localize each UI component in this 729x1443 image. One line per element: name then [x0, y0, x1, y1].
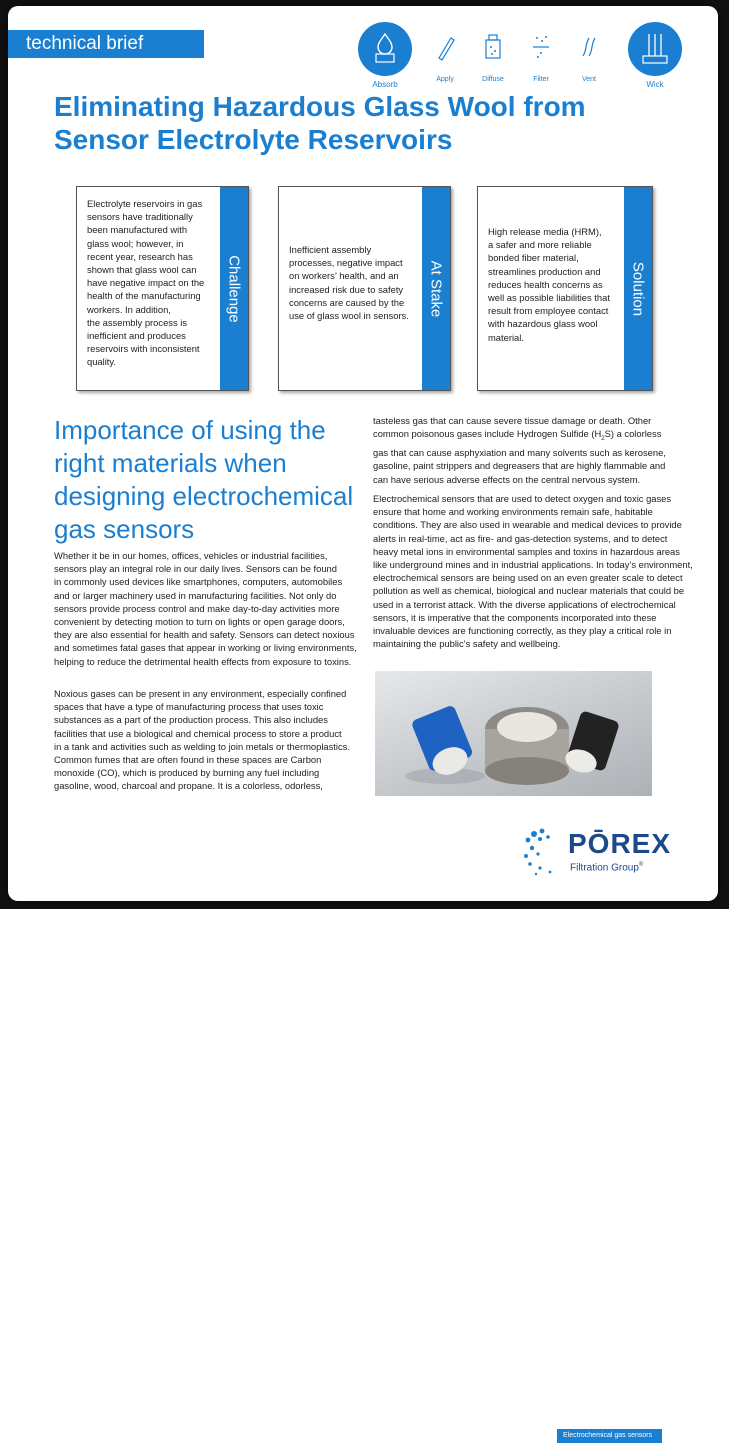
solution-label: Solution [629, 261, 647, 316]
page-title [54, 90, 654, 156]
diffuse-icon [478, 32, 508, 62]
porex-dots-icon [520, 824, 570, 880]
vent-icon [574, 32, 604, 62]
challenge-text: Electrolyte reservoirs in gas sensors have traditionally been manufactured with glass wool; however, in recent year, research has shown that glass wool can have negative impact on the health of the manufacturing workers. In addition, the assembly process is inefficient and produces reservoirs with inconsistent quality. [87, 198, 205, 368]
right-paragraph-2: Electrochemical sensors that are used to detect oxygen and toxic gases ensure that home and working environments remain safe, habitable conditions. They are also used in wearable and medical devices to provide alerts in real-time, act as fire- and gas-detection systems, and to detect heavy metal ions in environmental samples and toxins in hazardous areas like underground mines and in industrial applications. In today’s environment, electrochemical sensors are being used on an even greater scale to detect pollution as well as chemical, biological and nuclear materials that could be used in a terrorist attack. With the diverse applications of electrochemical sensors, it is imperative that the components incorporated into these invaluable devices are functioning correctly, as they play a critical role in maintaining the public’s safety and wellbeing. [373, 493, 693, 650]
left-paragraph-2: Noxious gases can be present in any environment, especially confined spaces that have a type of manufacturing process that uses toxic substances as a part of the production process. This also includes facilities that use a biological and chemical process to store a product in a tank and activities such as welding to join metals or thermoplastics. Common fumes that are often found in these spaces are Carbon monoxide (CO), which is produced by burning any fuel including gasoline, wood, charcoal and propane. It is a colorless, odorless, [54, 688, 350, 792]
wick-icon [628, 22, 682, 76]
challenge-box [76, 186, 249, 391]
at-stake-band [422, 187, 450, 390]
absorb-icon [358, 22, 412, 76]
solution-box [477, 186, 653, 391]
title-line-1: Eliminating Hazardous Glass Wool from [54, 91, 586, 122]
right-paragraph-1: tasteless gas that can cause severe tissue damage or death. Other common poisonous gases include Hydrogen Sulfide $(H_2S)$ a colorless gas that can cause asphyxiation and many solvents such as kerosene, gasoline, paint strippers and degreasers that are highly flammable and can have serious adverse effects on the central nervous system. [373, 415, 666, 485]
section-heading: Importance of using the right materials when designing electrochemical gas sensors [54, 415, 354, 544]
challenge-label: Challenge [225, 254, 243, 323]
icon-label-filter: Filter [533, 76, 549, 83]
icon-label-diffuse: Diffuse [482, 76, 504, 83]
document-type-tag: technical brief [8, 30, 204, 58]
icon-label-apply: Apply [436, 76, 454, 83]
at-stake-label: At Stake [427, 260, 445, 317]
application-icons [356, 22, 716, 92]
at-stake-box [278, 186, 451, 391]
title-line-2: Sensor Electrolyte Reservoirs [54, 124, 453, 155]
solution-band [624, 187, 652, 390]
icon-label-absorb: Absorb [372, 80, 398, 89]
photo-caption: Electrochemical gas sensors [557, 1429, 662, 1443]
at-stake-text: Inefficient assembly processes, negative impact on workers’ health, and an increased risk due to safety concerns are caused by the use of glass wool in sensors. [289, 244, 409, 322]
icon-label-vent: Vent [581, 76, 596, 83]
document-sheet [8, 6, 718, 1439]
apply-icon [430, 32, 460, 62]
left-paragraph-1: Whether it be in our homes, offices, vehicles or industrial facilities, sensors play an integral role in our daily lives. Sensors can be found in commonly used devices like smartphones, computers, automobiles and or larger machinery used in manufacturing facilities. Not only do sensors provide process control and make day-to-day activities more convenient by detecting motion to turn on lights or open garage doors, they are also essential for health and safety. Sensors can detect noxious and sometimes fatal gases that appear in working or living environments, helping to reduce the detrimental health effects from exposure to toxins. [54, 550, 357, 667]
icon-label-wick: Wick [646, 80, 664, 89]
solution-text: High release media (HRM), a safer and more reliable bonded fiber material, streamlines production and reduces health concerns as well as possible liabilities that result from employee contact with hazardous glass wool material. [488, 226, 610, 343]
logo-wordmark: PŌREX [568, 828, 672, 859]
sensor-illustration [375, 671, 652, 796]
filter-icon [526, 32, 556, 62]
porex-logo [520, 824, 710, 884]
logo-subtitle: Filtration Group® [570, 862, 644, 874]
challenge-band [220, 187, 248, 390]
